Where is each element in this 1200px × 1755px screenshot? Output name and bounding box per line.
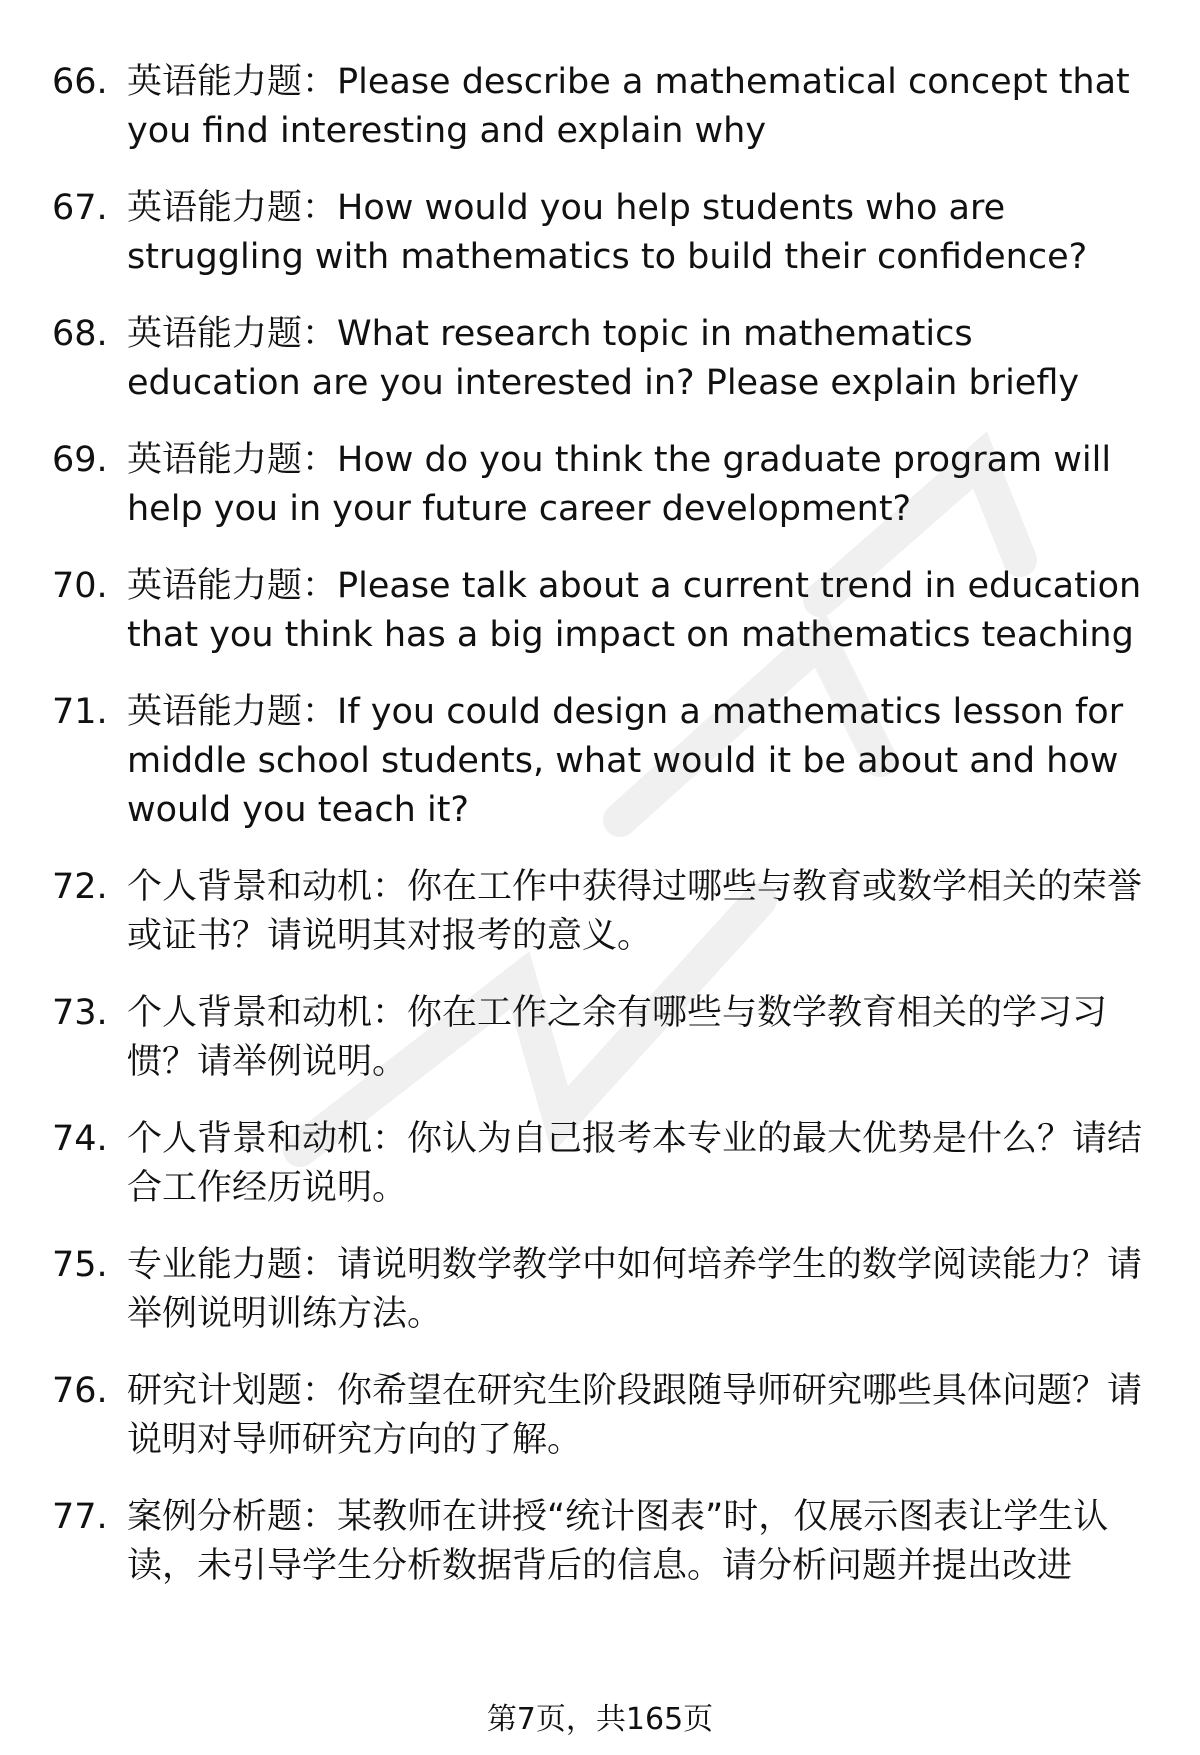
question-category: 研究计划题： [127, 1371, 338, 1411]
question-category: 英语能力题： [127, 566, 338, 606]
question-body [127, 184, 1152, 282]
question-item [52, 310, 1152, 408]
question-body [127, 436, 1152, 534]
question-text: 你在工作中获得过哪些与教育或数学相关的荣誉或证书？请说明其对报考的意义。 [127, 867, 1143, 956]
question-item [52, 1115, 1152, 1213]
question-number: 73. [52, 993, 108, 1033]
question-text: 你认为自己报考本专业的最大优势是什么？请结合工作经历说明。 [127, 1119, 1143, 1208]
question-list [52, 58, 1152, 1619]
question-item [52, 1241, 1152, 1339]
question-category: 英语能力题： [127, 188, 338, 228]
question-number: 76. [52, 1371, 108, 1411]
question-text: How do you think the graduate program will help you in your future career development? [127, 440, 1112, 529]
question-number: 77. [52, 1497, 108, 1537]
question-text: 请说明数学教学中如何培养学生的数学阅读能力？请举例说明训练方法。 [127, 1245, 1143, 1334]
question-item [52, 436, 1152, 534]
question-category: 专业能力题： [127, 1245, 338, 1285]
question-category: 案例分析题： [127, 1497, 338, 1537]
question-item [52, 688, 1152, 835]
question-number: 66. [52, 62, 108, 102]
question-item [52, 1367, 1152, 1465]
question-number: 71. [52, 692, 108, 732]
question-body [127, 310, 1152, 408]
question-category: 英语能力题： [127, 440, 338, 480]
question-body [127, 1241, 1152, 1339]
question-item [52, 989, 1152, 1087]
question-number: 67. [52, 188, 108, 228]
question-category: 个人背景和动机： [127, 993, 408, 1033]
question-body [127, 989, 1152, 1087]
question-item [52, 562, 1152, 660]
page-footer: 第7页，共165页 [486, 1702, 714, 1737]
question-category: 英语能力题： [127, 314, 338, 354]
question-text: Please describe a mathematical concept that you find interesting and explain why [127, 62, 1130, 151]
question-body [127, 1115, 1152, 1213]
question-number: 70. [52, 566, 108, 606]
question-body [127, 863, 1152, 961]
question-category: 个人背景和动机： [127, 867, 408, 907]
question-number: 72. [52, 867, 108, 907]
question-text: What research topic in mathematics education are you interested in? Please explain briefly [127, 314, 1080, 403]
question-text: How would you help students who are struggling with mathematics to build their confidence? [127, 188, 1088, 277]
question-category: 个人背景和动机： [127, 1119, 408, 1159]
question-number: 68. [52, 314, 108, 354]
question-category: 英语能力题： [127, 692, 338, 732]
question-text: 你希望在研究生阶段跟随导师研究哪些具体问题？请说明对导师研究方向的了解。 [127, 1371, 1143, 1460]
question-text: 某教师在讲授“统计图表”时，仅展示图表让学生认读，未引导学生分析数据背后的信息。请分析问题并提出改进 [127, 1497, 1109, 1586]
question-number: 75. [52, 1245, 108, 1285]
question-item [52, 58, 1152, 156]
question-text: If you could design a mathematics lesson for middle school students, what would it be about and how would you teach it? [127, 692, 1124, 830]
question-number: 69. [52, 440, 108, 480]
question-body [127, 688, 1152, 835]
question-item [52, 1493, 1152, 1591]
question-item [52, 863, 1152, 961]
question-text: Please talk about a current trend in education that you think has a big impact on mathematics teaching [127, 566, 1142, 655]
question-body [127, 562, 1152, 660]
question-body [127, 1367, 1152, 1465]
question-body [127, 58, 1152, 156]
question-body [127, 1493, 1152, 1591]
question-number: 74. [52, 1119, 108, 1159]
question-text: 你在工作之余有哪些与数学教育相关的学习习惯？请举例说明。 [127, 993, 1108, 1082]
question-item [52, 184, 1152, 282]
question-category: 英语能力题： [127, 62, 338, 102]
